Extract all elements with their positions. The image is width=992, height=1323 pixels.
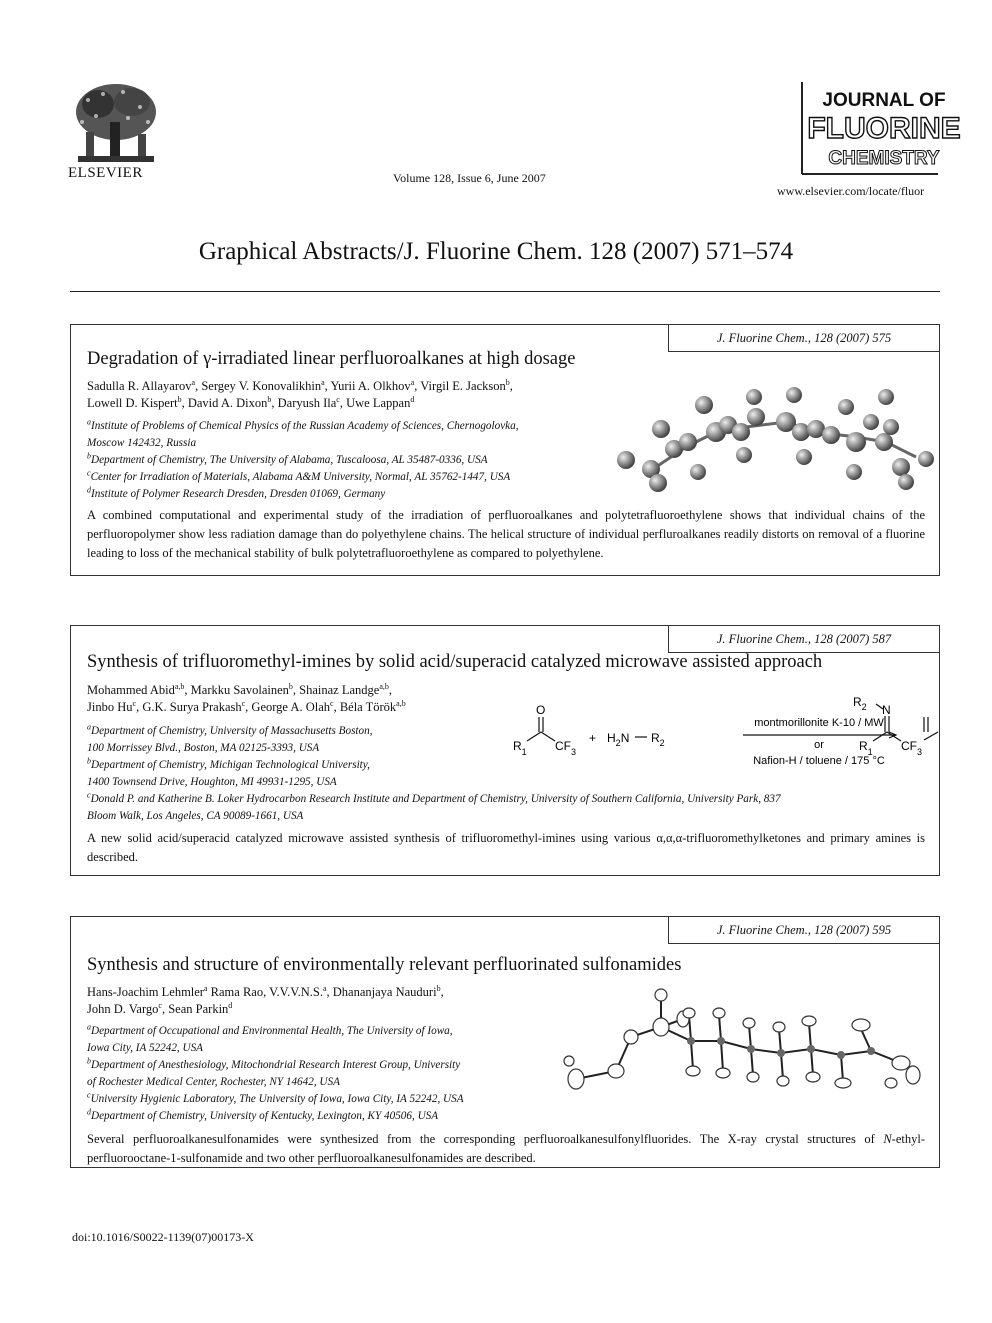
- affiliation-list: $^a$Institute of Problems of Chemical Physics of the Russian Academy of Sciences, Chernogolovka, Moscow 142432, Russia $^b$Department of Chemistry, The University of Alabama, Tuscaloosa, AL 35487-0336, USA $^c$Center for Irradiation of Materials, Alabama A&M University, Normal, AL 35762-1447, USA $^d$Institute of Polymer Research Dresden, Dresden 01069, Germany: [87, 417, 519, 500]
- scheme-amine-Rsub: 2: [659, 738, 665, 748]
- author-list: [87, 682, 406, 716]
- scheme-amine-N: N: [620, 731, 630, 745]
- article-reference[interactable]: J. Fluorine Chem., 128 (2007) 575: [668, 324, 940, 352]
- author-line-1: Hans-Joachim Lehmler$^a$ Rama Rao, V.V.V.N.S.$^a$, Dhananjaya Nauduri$^b$,: [87, 983, 444, 999]
- author-line-2: Lowell D. Kispert$^b$, David A. Dixon$^b$, Daryush Ila$^c$, Uwe Lappan$^d$: [87, 394, 415, 410]
- page-title: Graphical Abstracts/J. Fluorine Chem. 128 (2007) 571–574: [198, 238, 794, 265]
- product-CF3: CF: [901, 739, 917, 753]
- product-R2-sub: 2: [861, 702, 867, 712]
- product-R1: R: [859, 739, 868, 753]
- scheme-R1: R: [513, 739, 522, 753]
- scheme-conditions-top: montmorillonite K-10 / MW: [754, 717, 884, 729]
- scheme-plus: +: [589, 731, 597, 745]
- abstract-text: A new solid acid/superacid catalyzed microwave assisted synthesis of trifluoromethyl-imines using various α,α,α-trifluoromethylketones and primary amines is described.: [87, 831, 925, 864]
- affiliation-list: $^a$Department of Occupational and Environmental Health, The University of Iowa, Iowa City, IA 52242, USA $^b$Department of Anesthesiology, Mitochondrial Research Interest Group, University of Rochester Medical Center, Rochester, NY 14642, USA $^c$University Hygienic Laboratory, The University of Iowa, Iowa City, IA 52242, USA $^d$Department of Chemistry, University of Kentucky, Lexington, KY 40506, USA: [87, 1022, 464, 1122]
- volume-info: Volume 128, Issue 6, June 2007: [393, 171, 546, 185]
- product-N: N: [882, 703, 891, 717]
- author-line-1: Sadulla R. Allayarov$^a$, Sergey V. Konovalikhin$^a$, Yurii A. Olkhov$^a$, Virgil E. Jackson$^b$,: [87, 377, 513, 393]
- graphical-abstract-1: [70, 324, 940, 576]
- article-reference[interactable]: J. Fluorine Chem., 128 (2007) 595: [668, 916, 940, 944]
- product-R2: R: [853, 695, 862, 709]
- graphical-abstract-3: [70, 916, 940, 1168]
- crystal-structure-ortep-figure: [561, 979, 931, 1114]
- svg-text:CF3: [901, 739, 922, 757]
- author-list: [87, 378, 513, 412]
- author-line-2: Jinbo Hu$^c$, G.K. Surya Prakash$^c$, George A. Olah$^c$, Béla Török$^{a,b}$: [87, 698, 406, 714]
- graphical-abstract-2: [70, 625, 940, 876]
- article-reference[interactable]: J. Fluorine Chem., 128 (2007) 587: [668, 625, 940, 653]
- scheme-conditions-bottom: Nafion-H / toluene / 175 °C: [753, 755, 885, 767]
- abstract-text: Several perfluoroalkanesulfonamides were synthesized from the corresponding perfluoroalkanesulfonylfluorides. The X-ray crystal structures of N-ethyl-perfluorooctane-1-sulfonamide and two other perfluoroalkanesulfonamides are described.: [87, 1132, 925, 1165]
- article-title: Synthesis of trifluoromethyl-imines by solid acid/superacid catalyzed microwave assisted approach: [87, 652, 823, 672]
- article-title: Degradation of γ-irradiated linear perfluoroalkanes at high dosage: [87, 349, 576, 369]
- svg-text:R1: [859, 739, 873, 757]
- scheme-amine-R: R: [651, 731, 660, 745]
- svg-text:R2: [853, 695, 867, 712]
- scheme-atom-O: O: [536, 703, 546, 717]
- journal-logo-line-2: FLUORINE: [807, 112, 961, 145]
- abstract-text: A combined computational and experimental study of the irradiation of perfluoroalkanes and polytetrafluoroethylene shows that individual chains of the perfluoropolymer show less radiation damage than do polyethylene chains. The helical structure of individual perfluroalkanes readily distorts on removal of a fluorine leading to loss of the mechanical stability of bulk polytetrafluoroethylene as compared to polyethylene.: [87, 508, 925, 560]
- scheme-conditions-or: or: [814, 739, 824, 751]
- author-line-1: Mohammed Abid$^{a,b}$, Markku Savolainen$^b$, Shainaz Landge$^{a,b}$,: [87, 681, 393, 697]
- article-title: Synthesis and structure of environmentally relevant perfluorinated sulfonamides: [87, 955, 682, 975]
- product-R1-sub: 1: [867, 747, 873, 757]
- journal-logo: [800, 80, 961, 176]
- publisher-name: ELSEVIER: [68, 165, 143, 181]
- reaction-product: [851, 692, 941, 772]
- scheme-amine-H: H: [607, 731, 616, 745]
- journal-url[interactable]: www.elsevier.com/locate/fluor: [777, 184, 925, 198]
- affiliation-list: $^a$Department of Chemistry, University of Massachusetts Boston, 100 Morrissey Blvd., Boston, MA 02125-3393, USA $^b$Department of Chemistry, Michigan Technological University, 1400 Townsend Drive, Houghton, MI 49931-1295, USA $^c$Donald P. and Katherine B. Loker Hydrocarbon Research Institute and Department of Chemistry, University of Southern California, University Park, 837 Bloom Walk, Los Angeles, CA 90089-1661, USA: [87, 722, 781, 822]
- doi[interactable]: doi:10.1016/S0022-1139(07)00173-X: [72, 1230, 254, 1244]
- journal-logo-line-3: CHEMISTRY: [828, 148, 940, 169]
- header-divider: [70, 291, 940, 292]
- author-line-2: John D. Vargo$^c$, Sean Parkin$^d$: [87, 1000, 233, 1016]
- author-list: [87, 984, 444, 1018]
- scheme-R1-sub: 1: [521, 747, 527, 757]
- svg-text:R1: [513, 739, 527, 757]
- product-CF3-sub: 3: [917, 747, 923, 757]
- molecule-ball-model-figure: [616, 387, 936, 502]
- svg-text:H2N: [607, 731, 629, 748]
- scheme-CF3-sub: 3: [571, 747, 577, 757]
- journal-logo-line-1: JOURNAL OF: [822, 90, 946, 111]
- scheme-amine-sub: 2: [615, 738, 621, 748]
- svg-text:CF3: [555, 739, 576, 757]
- svg-text:R2: [651, 731, 665, 748]
- scheme-CF3: CF: [555, 739, 571, 753]
